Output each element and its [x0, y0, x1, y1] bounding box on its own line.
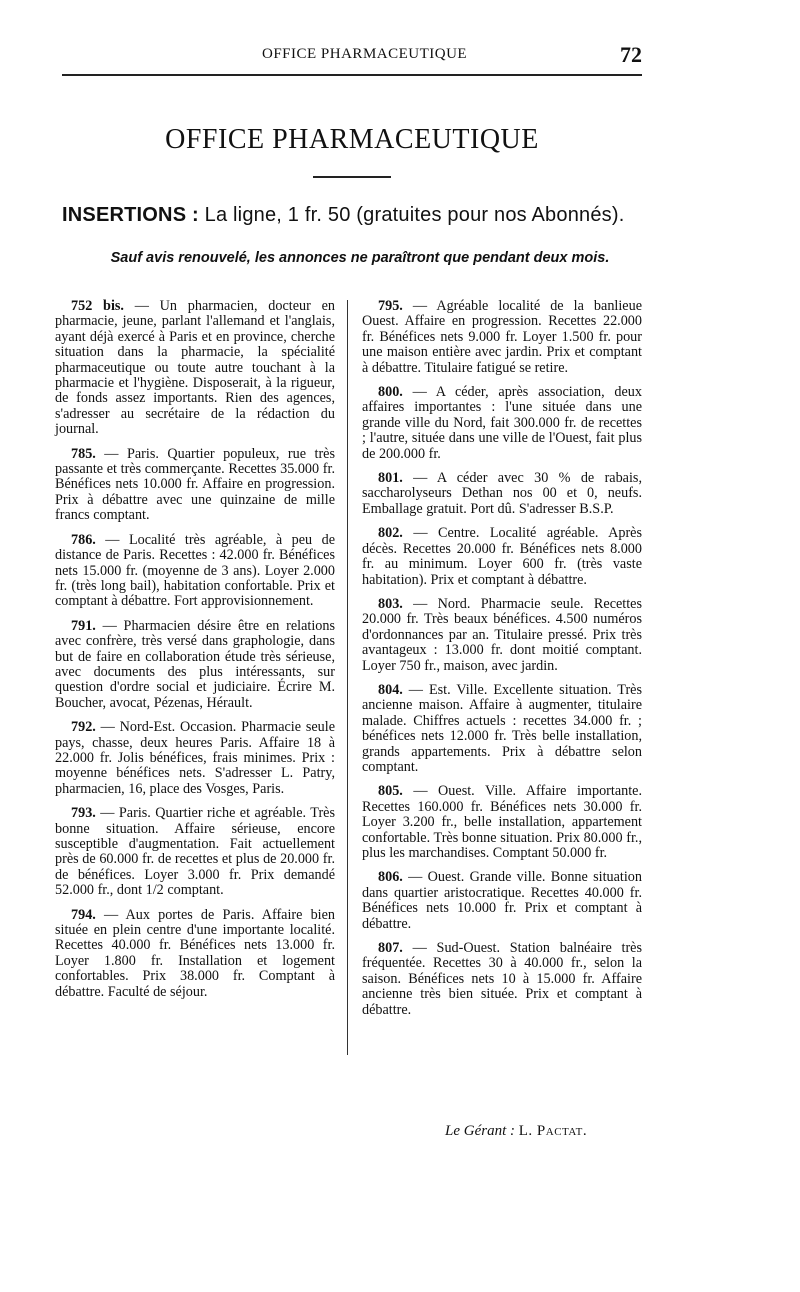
title-rule — [313, 176, 391, 178]
ad-text: — A céder, après association, deux affaires importantes : l'une située dans une grande ville du Nord, fait 300.000 fr. de recettes ; l'autre, située dans une ville de l'Ouest, fait plus de 200.000 fr. — [362, 384, 642, 462]
classified-ad — [362, 597, 642, 674]
ad-number: 795. — [378, 298, 403, 314]
signature-role: Le Gérant : — [445, 1123, 515, 1139]
insertions-label: INSERTIONS : — [62, 204, 199, 226]
classified-ad — [55, 447, 335, 524]
ad-number: 800. — [378, 384, 403, 401]
ad-number: 785. — [71, 445, 96, 462]
classified-ad — [55, 619, 335, 711]
classified-ad — [362, 299, 642, 376]
classified-ad — [362, 870, 642, 932]
ad-number: 786. — [71, 531, 96, 548]
ad-number: 807. — [378, 940, 403, 957]
ad-number: 793. — [71, 805, 96, 822]
ad-text: — Localité très agréable, à peu de distance de Paris. Recettes : 42.000 fr. Bénéfices nets 15.000 fr. (moyenne de 3 ans). Loyer 2.000 fr. (très long bail), habitation confortable. Prix et comptant à débattre. Fort approvisionnement. — [55, 531, 335, 610]
classified-ad — [362, 526, 642, 588]
notice: Sauf avis renouvelé, les annonces ne paraîtront que pendant deux mois. — [110, 250, 610, 266]
ad-text: — Un pharmacien, docteur en pharmacie, jeune, parlant l'allemand et l'anglais, ayant déjà exercé à Paris et en province, cherche situation dans la pharmacie, la spécialité pharmaceutique ou toute autre touchant à la pharmacie et l'hygiène. Disposerait, à la rigueur, de fonds assez importants. Rien des agences, s'adresser au secrétaire de la rédaction du journal. — [55, 298, 335, 438]
page-title: OFFICE PHARMACEUTIQUE — [165, 124, 539, 155]
classified-ad — [362, 784, 642, 861]
classified-ad — [55, 908, 335, 1000]
ad-number: 801. — [378, 470, 403, 487]
running-header — [62, 42, 642, 66]
ad-text: — Nord-Est. Occasion. Pharmacie seule pays, chasse, deux heures Paris. Affaire 18 à 22.000 fr. Jolis bénéfices, frais minimes. Prix : moyenne bénéfices nets. S'adresser L. Patry, pharmacien, 16, place des Vosges, Paris. — [55, 719, 335, 797]
ad-number: 792. — [71, 719, 96, 736]
ad-text: — Nord. Pharmacie seule. Recettes 20.000 fr. Très beaux bénéfices. 4.500 numéros d'ordonnances par an. Titulaire pressé. Prix très avantageux : 13.000 fr. dont moitié comptant. Loyer 750 fr., maison, avec jardin. — [362, 595, 642, 674]
left-column — [55, 299, 335, 1009]
ad-text: — Ouest. Grande ville. Bonne situation dans quartier aristocratique. Recettes 40.000 fr. Bénéfices nets 10.000 fr. Prix et comptant à débattre. — [362, 869, 642, 932]
ad-number: 802. — [378, 525, 403, 542]
column-divider — [347, 300, 348, 1055]
classified-ad — [362, 385, 642, 462]
signature — [445, 1123, 645, 1140]
classified-ad — [55, 720, 335, 797]
ad-text: — Aux portes de Paris. Affaire bien située en plein centre d'une importante localité. Recettes 40.000 fr. Bénéfices nets 13.000 fr. Loyer 1.800 fr. Installation et logement confortables. Prix 38.000 fr. Comptant à débattre. Faculté de séjour. — [55, 906, 335, 1000]
ad-text: — Pharmacien désire être en relations avec confrère, très versé dans graphologie, dans but de faire en collaboration étude très sérieuse, avec documents des plus intéressants, sur question d'ordre social et judiciaire. Écrire M. Boucher, avocat, Pézenas, Hérault. — [55, 617, 335, 711]
running-title: OFFICE PHARMACEUTIQUE — [262, 46, 468, 62]
signature-name: L. Pactat. — [518, 1123, 588, 1139]
ad-number: 804. — [378, 681, 403, 698]
classified-ad — [362, 471, 642, 517]
ad-number: 803. — [378, 595, 403, 612]
ad-text: — A céder avec 30 % de rabais, saccharolyseurs Dethan nos 00 et 0, neufs. Emballage gratuit. Port dû. S'adresser B.S.P. — [362, 470, 642, 517]
page-number: 72 — [620, 42, 642, 67]
insertions-rate — [62, 204, 662, 227]
classified-ad — [55, 299, 335, 438]
ad-text: — Paris. Quartier populeux, rue très passante et très commerçante. Recettes 35.000 fr. Bénéfices nets 10.000 fr. Affaire en progression. Prix à débattre avec une quinzaine de mille francs comptant. — [55, 445, 335, 524]
classified-ad — [362, 941, 642, 1018]
ad-text: — Est. Ville. Excellente situation. Très ancienne maison. Affaire à augmenter, titulaire malade. Chiffres actuels : recettes 34.000 fr. ; bénéfices nets 12.000 fr. Très belle installation, grands appartements. Prix à débattre selon comptant. — [362, 681, 642, 775]
ad-text: — Paris. Quartier riche et agréable. Très bonne situation. Affaire sérieuse, encore susceptible d'augmentation. Fait actuellement près de 60.000 fr. de recettes et plus de 20.000 fr. de bénéfices. Loyer 3.000 fr. Prix demandé 52.000 fr., dont 1/2 comptant. — [55, 805, 335, 899]
ad-number: 794. — [71, 906, 96, 923]
classified-ad — [362, 683, 642, 775]
ad-number: 805. — [378, 783, 403, 800]
ad-text: — Centre. Localité agréable. Après décès. Recettes 20.000 fr. Bénéfices nets 8.000 fr. au minimum. Loyer 600 fr. (très vaste habitation). Prix et comptant à débattre. — [362, 525, 642, 588]
right-column — [362, 299, 642, 1027]
classified-ad — [55, 806, 335, 898]
insertions-rate-text: La ligne, 1 fr. 50 (gratuites pour nos Abonnés). — [204, 204, 625, 226]
classified-ad — [55, 533, 335, 610]
ad-text: — Agréable localité de la banlieue Ouest. Affaire en progression. Recettes 22.000 fr. Bénéfices nets 9.000 fr. Loyer 1.500 fr. pour une maison entière avec jardin. Prix et comptant à débattre. Titulaire fatigué se retire. — [362, 298, 642, 376]
ad-number: 806. — [378, 869, 403, 886]
ad-number: 791. — [71, 617, 96, 634]
ad-number: 752 bis. — [71, 298, 124, 314]
ad-text: — Ouest. Ville. Affaire importante. Recettes 160.000 fr. Bénéfices nets 30.000 fr. Loyer 3.200 fr., belle installation, appartement confortable. Très bonne situation. Prix 80.000 fr., plus les marchandises. Comptant 50.000 fr. — [362, 783, 642, 861]
ad-text: — Sud-Ouest. Station balnéaire très fréquentée. Recettes 30 à 40.000 fr., selon la saison. Bénéfices nets 10 à 15.000 fr. Affaire ancienne très bien située. Prix et comptant à débattre. — [362, 940, 642, 1018]
header-rule — [62, 74, 642, 76]
